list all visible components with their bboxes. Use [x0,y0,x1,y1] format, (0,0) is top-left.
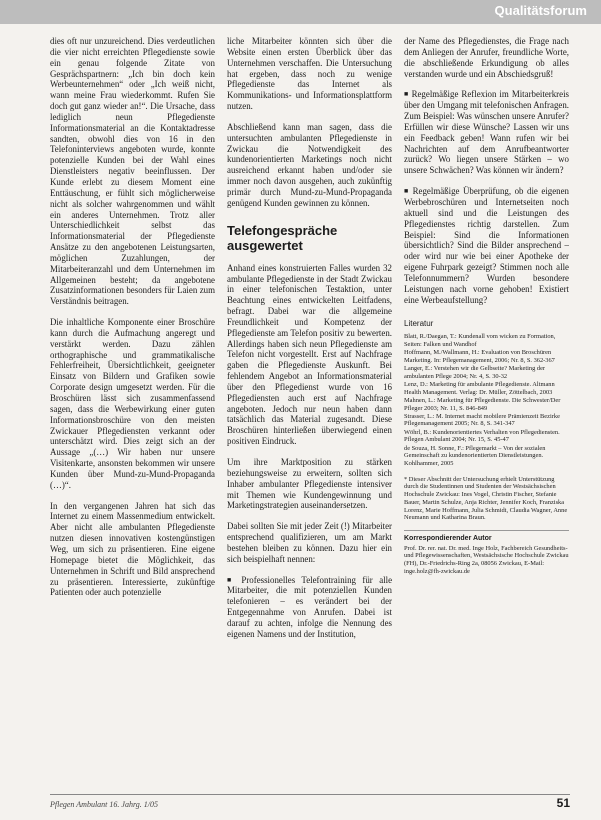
journal-citation: Pflegen Ambulant 16. Jahrg. 1/05 [50,800,158,809]
section-title: Qualitätsforum [494,3,587,18]
page-number: 51 [556,796,570,810]
section-header [0,0,601,24]
author-label: Korrespondierender Autor [404,534,492,542]
footer-divider [50,794,570,795]
acknowledgement-note: * Dieser Abschnitt der Untersuchung erhielt Unterstützung durch die Studentinnen und Studenten der Westsächsischen Hochschule Zwickau: Ines Vogel, Christin Fischer, Stefanie Bauer, Martin Schulze, Anja Richter, Jennifer Koch, Franziska Lorenz, Marie Hoffmann, Julia Schmidt, Claudia Wagner, Anne Neumann und Katharina Braun. [404,475,568,522]
paragraph: Um ihre Marktposition zu stärken beziehungsweise zu erweitern, sollten sich Inhaber ambulanter Pflegedienste intensiver mit Themen wie Kundengewinnung und Marketingstrategien auseinandersetzen. [227,457,392,511]
references-title: Literatur [404,319,434,329]
paragraph: der Name des Pflegedienstes, die Frage nach dem Anliegen der Anrufer, freundliche Worte, die abschließende Erkundigung ob alles verstanden wurde und ein Abschiedsgruß! [404,36,569,79]
paragraph: Die inhaltliche Komponente einer Broschüre kann durch die Aufmachung angeregt und verstärkt werden. Dazu zählen orthographische und grammatikalische Fehlerfreiheit, Übersichtlichkeit, geeigneter Einsatz von Bildern und Grafiken sowie Corporate design umgesetzt werden. Für die Broschüren lässt sich zusammenfassend sagen, dass die Werbewirkung einer guten Informationsbroschüre von den meisten Zwickauer Pflegediensten verkannt oder unterschätzt wird. Dies zeigt sich an der Aussage „(…) Wir haben nur unsere Visitenkarte, ansonsten bekommen wir unsere Kunden über Mund-zu-Mund-Propaganda (…)“. [50,317,215,490]
reference-item: Mahnen, L.: Marketing für Pflegedienste. Die Schwester/Der Pfleger 2003; Nr. 11, S. 846-849 [404,396,561,412]
reference-item: Hoffmann, M./Wallmann, H.: Evaluation von Broschüren Marketing. In: Pflegemanagement, 2006; Nr. 8, S. 362-367 [404,349,555,364]
author-box [404,530,569,576]
reference-item: Blatt, R./Daegan, T.: Kundenall vom wicken zu Formation, Seiten: Falken und Wandhof [404,333,556,348]
section-heading: Telefongespräche ausgewertet [227,222,338,253]
column-3 [404,36,569,640]
paragraph: liche Mitarbeiter könnten sich über die Website einen ersten Überblick über das Unternehmen verschaffen. Die Untersuchung hat ergeben, dass noch zu wenige Pflegedienste das Internet als Kommunikations- und Informationsplattform nutzen. [227,36,392,112]
author-details: Prof. Dr. rer. nat. Dr. med. Inge Holz, Fachbereich Gesundheits- und Pflegewissenschaften, Westsächsische Hochschule Zwickau (FH), Dr.-Friedrichs-Ring 2a, 08056 Zwickau, E-Mail: inge.holz@fh-zwickau.de [404,544,569,575]
reference-item: de Souza, H. Sonne, F.: Pflegemarkt – Von der sozialen Gemeinschaft zu kundenorientierten Dienstleistungen. Kohlhammer, 2005 [404,444,546,467]
reference-item: Lenz, D.: Marketing für ambulante Pflegedienste. Altmann Health Management. Verlag: Dr. Müller, Zöttelbach, 2003 [404,380,555,396]
bullet-item: ■ Regelmäßige Reflexion im Mitarbeiterkreis über den Umgang mit telefonischen Anfragen. Zum Beispiel: Was wünschen unsere Anrufer? Erfüllen wir diese Wünsche? Lassen wir uns ein Feedback geben! Wann rufen wir bei Nachrichten auf dem Anrufbeantworter zurück? Wo liegen unsere Stärken – wo unsere Schwächen? Was können wir ändern? [404,89,569,176]
reference-item: Strasser, L.: M. Internet macht mobilere Prämienzeit Bezirke Pflegemanagement 2005; Nr. 8, S. 341-347 [404,412,560,428]
reference-item: Wöhrl, B.: Kundenorientiertes Verhalten von Pflegediensten. Pflegen Ambulant 2004; Nr. 15, S. 45-47 [404,428,560,444]
paragraph: Anhand eines konstruierten Falles wurden 32 ambulante Pflegedienste in der Stadt Zwickau in einer telefonischen Testaktion, unter Beachtung eines entwickelten Leitfadens, befragt. Dabei war die allgemeine Freundlichkeit und Kompetenz der Pflegedienste am Telefon positiv zu bewerten. Allerdings haben sich neun Pflegedienste am Telefon nicht vorgestellt. Erst auf Nachfrage gaben die Pflegedienste Auskunft. Bei fehlendem Angebot an Informationsmaterial über den Pflegedienst wurde von 16 Pflegediensten auch erst auf Nachfrage angeboten. Jedoch nur neun haben dann tatsächlich das Material zugesandt. Diese Broschüren hinterließen überwiegend einen positiven Eindruck. [227,262,392,447]
paragraph: Abschließend kann man sagen, dass die untersuchten ambulanten Pflegedienste in Zwickau die Notwendigkeit des kundenorientierten Marketings noch nicht ausreichend erkannt haben und/oder sie immer noch davon ausgehen, auch zukünftig primär durch Mund-zu-Mund-Propaganda genügend Kunden gewinnen zu können. [227,121,392,208]
reference-item: Langer, E.: Verstehen wir die Gelbseite? Marketing der ambulanten Pflege 2004; Nr. 4, S. 30-32 [404,365,546,380]
article-body [50,36,570,640]
bullet-item: ■ Regelmäßige Überprüfung, ob die eigenen Werbebroschüren und Internetseiten noch aktuell sind und die Leistungen des Pflegedienstes richtig darstellen. Zum Beispiel: Sind die Informationen übersichtlich? Sind die Bilder ansprechend – oder wird nur wie bei einer Apotheke der eigene Fuhrpark gezeigt? Stimmen noch alle Telefonnummern? Wurden besondere Leistungen nach vorne gehoben! Existiert eine Werbeaufstellung? [404,186,569,305]
column-2 [227,36,392,640]
paragraph: In den vergangenen Jahren hat sich das Internet zu einem Massenmedium entwickelt. Aber nicht alle ambulanten Pflegedienste nutzen diesen innovativen kostengünstigen Weg, um sich zu präsentieren. Eine eigene Homepage bietet die Möglichkeit, das Unternehmen in Schrift und Bild ansprechend zu präsentieren. Interessierte, zukünftige Patienten oder auch potenzielle [50,500,215,598]
paragraph: dies oft nur unzureichend. Dies verdeutlichen die vier nicht erreichten Pflegedienste sowie ein genau folgende Zitate von Gesprächspartnern: „Ich bin doch kein Werbeunternehmen“ oder „Ich weiß nicht, wann meine Frau wiederkommt. Rufen Sie doch gut ganz wieder an!“. Die Ursache, dass lediglich neun Pflegedienste Informationsmaterial an die Kontaktadresse sandten, obwohl dies von 16 in den Telefoninterviews angeboten wurde, konnte potenzielle Kunden bei der Wahl eines Dienstleisters negativ beeinflussen. Der Kunde erlebt zu diesem Moment eine Enttäuschung, er fühlt sich möglicherweise nicht als solcher wahrgenommen und wählt ein anderes Unternehmen. Trotz aller Unterschiedlichkeit selbst das Informationsmaterial der Pflegedienste Ansätze zu den angebotenen Leistungsarten, möglichen Zuzahlungen, der Mitarbeiteranzahl und dem Unternehmen im Allgemeinen besteht; da angebotene Zusatzinformationen besonders für Laien zum Verständnis beitragen. [50,36,215,307]
reference-list [404,333,569,467]
bullet-item: ■ Professionelles Telefontraining für alle Mitarbeiter, die mit potenziellen Kunden telefonieren – es verändert bei der Entgegennahme von Anrufen. Dabei ist darauf zu achten, infolge die Nennung des eigenen Namens und der Institution, [227,575,392,640]
paragraph: Dabei sollten Sie mit jeder Zeit (!) Mitarbeiter entsprechend qualifizieren, um am Markt bestehen bleiben zu können. Dazu hier ein sich beispielhaft nennen: [227,521,392,564]
column-1 [50,36,215,640]
